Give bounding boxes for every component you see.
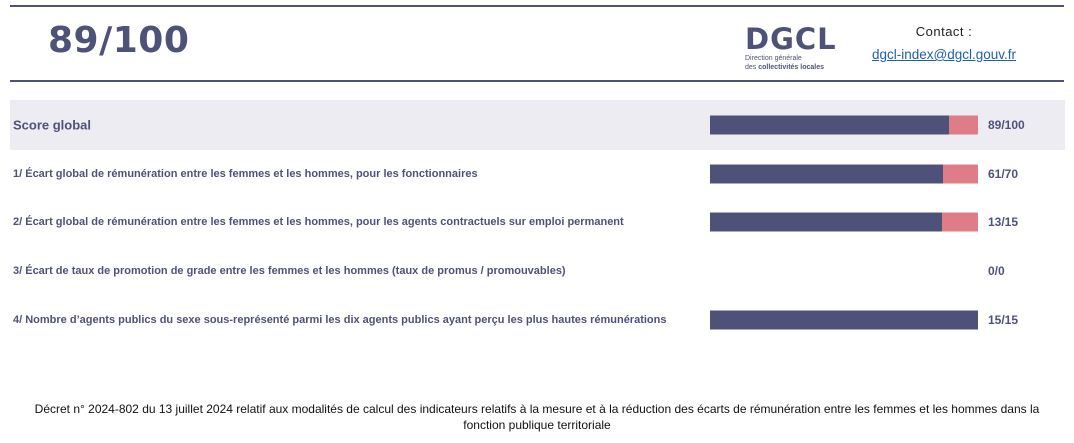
indicator-row-3 — [10, 247, 1065, 295]
header-bottom-divider — [10, 80, 1064, 82]
score-bar — [710, 116, 978, 135]
score-bar-filled — [710, 311, 978, 330]
global-score-heading: 89/100 — [48, 20, 190, 61]
dgcl-logo — [745, 24, 855, 72]
indicator-label: 4/ Nombre d’agents publics du sexe sous-représenté parmi les dix agents publics ayant perçu les plus hautes rémunérations — [13, 314, 667, 326]
indicator-value: 61/70 — [988, 167, 1019, 181]
logo-subtitle — [745, 54, 855, 72]
logo-subtitle-prefix: des — [745, 64, 759, 71]
logo-wordmark: DGCL — [745, 22, 837, 56]
decree-footer: Décret n° 2024-802 du 13 juillet 2024 relatif aux modalités de calcul des indicateurs relatifs à la mesure et à la réduction des écarts de rémunération entre les femmes et les hommes dans la fonction publique territoriale — [34, 402, 1040, 432]
contact-block — [864, 24, 1024, 62]
score-bar-filled — [710, 213, 942, 232]
indicator-label: 2/ Écart global de rémunération entre les femmes et les hommes, pour les agents contractuels sur emploi permanent — [13, 216, 624, 228]
score-bar — [710, 311, 978, 330]
logo-subtitle-bold: collectivités locales — [758, 64, 824, 71]
indicator-label: 1/ Écart global de rémunération entre les femmes et les hommes, pour les fonctionnaires — [13, 168, 478, 180]
indicator-value: 0/0 — [988, 264, 1005, 278]
score-bar-remaining — [949, 116, 978, 135]
indicator-value: 89/100 — [988, 118, 1025, 132]
score-bar — [710, 165, 978, 184]
score-bar-remaining — [942, 213, 978, 232]
contact-email-link[interactable]: dgcl-index@dgcl.gouv.fr — [871, 47, 1017, 62]
indicator-row-global — [10, 100, 1065, 150]
score-bar — [710, 213, 978, 232]
header-top-divider — [10, 5, 1064, 7]
indicator-label: 3/ Écart de taux de promotion de grade entre les femmes et les hommes (taux de promus / promouvables) — [13, 265, 566, 277]
indicator-value: 13/15 — [988, 215, 1019, 229]
indicator-row-4 — [10, 296, 1065, 344]
indicator-row-1 — [10, 150, 1065, 198]
score-bar-filled — [710, 116, 949, 135]
indicator-value: 15/15 — [988, 313, 1019, 327]
logo-subtitle-line2 — [745, 63, 855, 72]
indicator-label: Score global — [13, 117, 92, 133]
logo-subtitle-line1: Direction générale — [745, 55, 802, 62]
score-bar-remaining — [943, 165, 978, 184]
indicator-row-2 — [10, 198, 1065, 246]
score-bar-filled — [710, 165, 943, 184]
contact-label: Contact : — [915, 24, 973, 39]
